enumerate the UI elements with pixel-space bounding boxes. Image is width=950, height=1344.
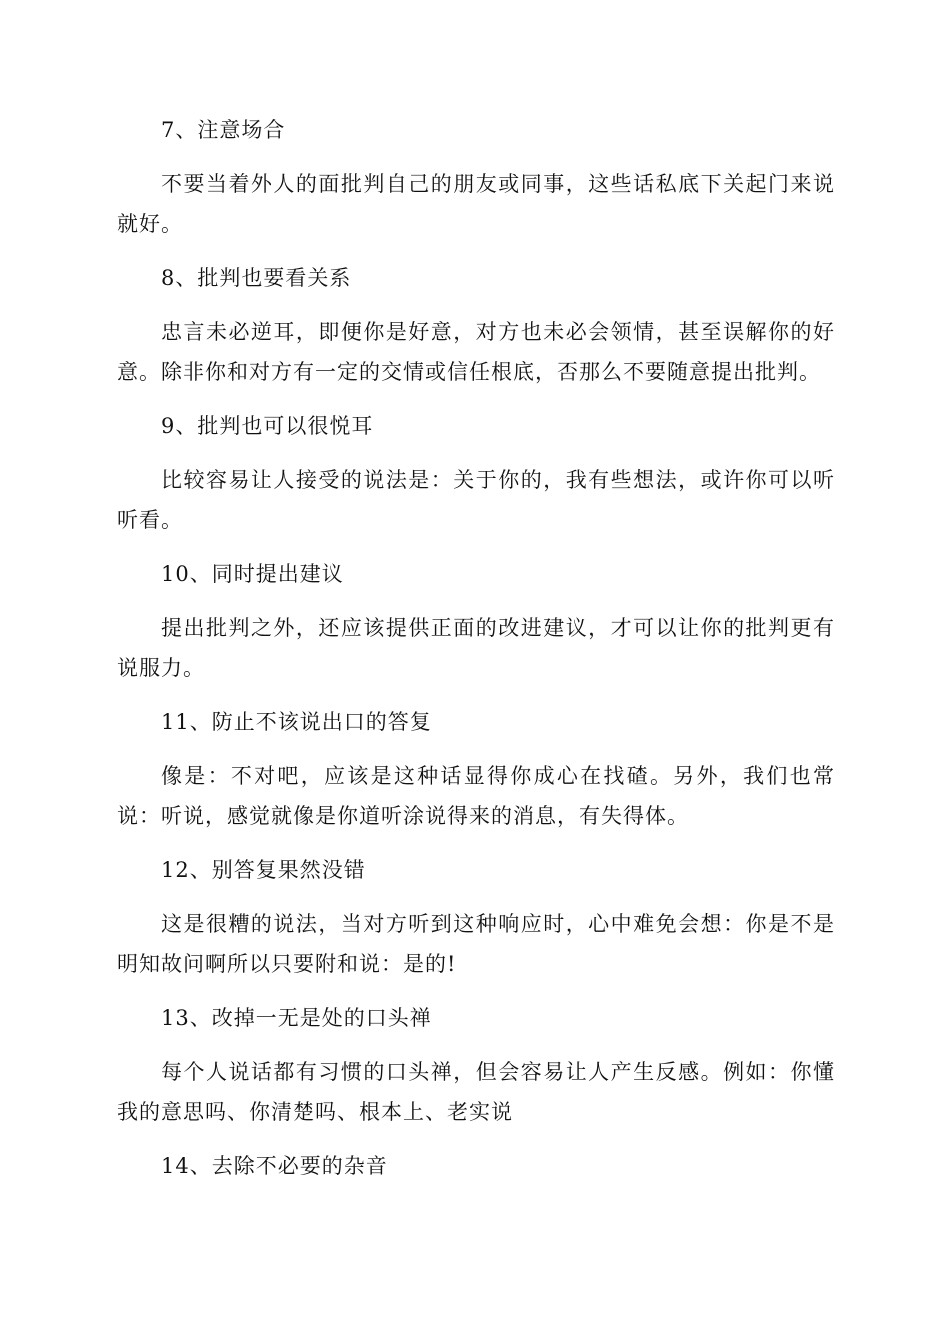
section-heading-7: 7、注意场合 <box>161 118 286 142</box>
section-heading-13: 13、改掉一无是处的口头禅 <box>161 1006 432 1030</box>
section-text-9: 比较容易让人接受的说法是：关于你的，我有些想法，或许你可以听听看。 <box>117 468 835 532</box>
section-heading-8: 8、批判也要看关系 <box>161 266 352 290</box>
section-text-11: 像是：不对吧，应该是这种话显得你成心在找碴。另外，我们也常说：听说，感觉就像是你道听涂说得来的消息，有失得体。 <box>117 764 835 828</box>
section-text-12: 这是很糟的说法，当对方听到这种响应时，心中难免会想：你是不是明知故问啊所以只要附和说：是的! <box>117 912 835 976</box>
section-heading-11: 11、防止不该说出口的答复 <box>161 710 432 734</box>
section-text-10: 提出批判之外，还应该提供正面的改进建议，才可以让你的批判更有说服力。 <box>117 616 835 680</box>
section-heading-12: 12、别答复果然没错 <box>161 858 366 882</box>
section-text-8: 忠言未必逆耳，即便你是好意，对方也未必会领情，甚至误解你的好意。除非你和对方有一定的交情或信任根底，否那么不要随意提出批判。 <box>117 320 835 384</box>
section-heading-10: 10、同时提出建议 <box>161 562 344 586</box>
document-body <box>117 110 835 1186</box>
section-text-7: 不要当着外人的面批判自己的朋友或同事，这些话私底下关起门来说就好。 <box>117 172 835 236</box>
section-text-13: 每个人说话都有习惯的口头禅，但会容易让人产生反感。例如：你懂我的意思吗、你清楚吗、根本上、老实说 <box>117 1060 835 1124</box>
section-heading-9: 9、批判也可以很悦耳 <box>161 414 374 438</box>
section-heading-14: 14、去除不必要的杂音 <box>161 1154 388 1178</box>
